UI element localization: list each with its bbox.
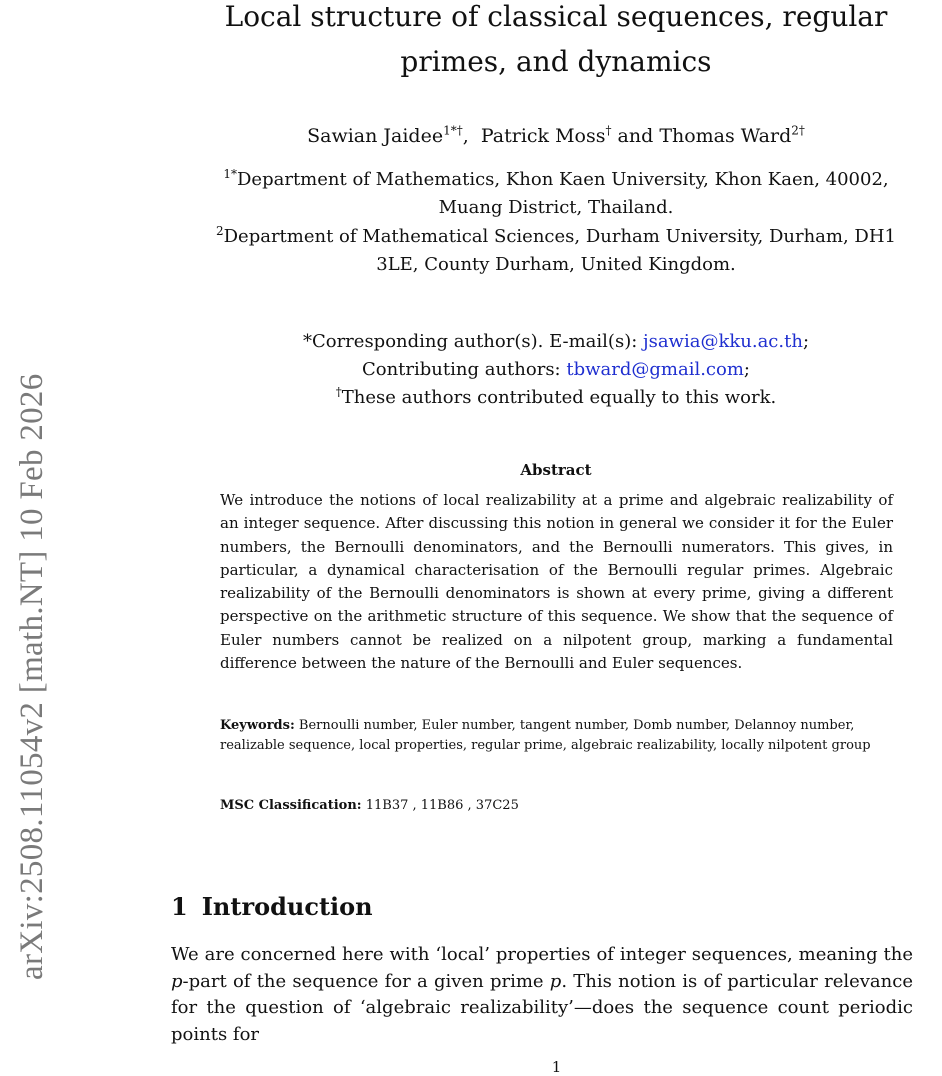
equal-contribution-text: These authors contributed equally to this work. — [341, 387, 777, 408]
corresponding-email-link[interactable]: jsawia@kku.ac.th — [643, 331, 803, 352]
separator: ; — [743, 359, 750, 380]
contact-block — [200, 328, 912, 412]
affiliation — [200, 166, 912, 222]
author-marks: † — [605, 123, 612, 138]
arxiv-identifier-stamp: arXiv:2508.11054v2 [math.NT] 10 Feb 2026 — [14, 373, 50, 980]
page-number: 1 — [551, 1058, 562, 1076]
affiliation — [200, 223, 912, 279]
author-list — [200, 122, 912, 150]
introduction-paragraph — [171, 942, 913, 1048]
affiliation-text: Department of Mathematical Sciences, Durham University, Durham, DH1 3LE, County Durham, United Kingdom. — [223, 226, 897, 275]
body-text: -part of the sequence for a given prime — [182, 970, 550, 992]
affiliation-mark: 2 — [215, 224, 224, 238]
affiliation-list — [200, 166, 912, 280]
author-name: Sawian Jaidee — [307, 125, 444, 147]
msc-label: MSC Classification: — [220, 798, 362, 813]
author-separator: and — [611, 125, 660, 147]
paper-title: Local structure of classical sequences, regular primes, and dynamics — [224, 0, 888, 78]
body-text: . This notion is of particular relevance for the question of ‘algebraic realizability’—does the sequence count periodic points for — [171, 970, 913, 1045]
math-variable: p — [549, 970, 562, 992]
body-text: We are concerned here with ‘local’ properties of integer sequences, meaning the — [171, 944, 913, 965]
equal-contribution-note — [200, 384, 912, 412]
keywords — [220, 716, 893, 755]
corresponding-label: *Corresponding author(s). E-mail(s): — [302, 331, 643, 352]
contributing-label: Contributing authors: — [361, 359, 567, 380]
contributing-authors-line — [200, 356, 912, 384]
affiliation-mark: 1* — [223, 167, 237, 181]
math-variable: p — [171, 970, 183, 992]
author-name: Patrick Moss — [480, 125, 606, 147]
affiliation-text: Department of Mathematics, Khon Kaen University, Khon Kaen, 40002, Muang District, Thailand. — [237, 169, 889, 218]
section-title: Introduction — [201, 892, 373, 921]
section-number: 1 — [171, 892, 188, 921]
msc-codes: 11B37 , 11B86 , 37C25 — [365, 798, 519, 813]
contributing-email-link[interactable]: tbward@gmail.com — [566, 359, 744, 380]
keywords-text: Bernoulli number, Euler number, tangent number, Domb number, Delannoy number, realizable sequence, local properties, regular prime, algebraic realizability, locally nilpotent group — [220, 718, 871, 753]
abstract-heading: Abstract — [520, 461, 592, 479]
section-heading — [171, 892, 373, 921]
author-name: Thomas Ward — [659, 125, 792, 147]
keywords-label: Keywords: — [220, 718, 295, 733]
dagger-mark: † — [335, 385, 342, 399]
corresponding-author-line — [200, 328, 912, 356]
author-marks: 2† — [791, 123, 805, 138]
abstract-text: We introduce the notions of local realizability at a prime and algebraic realizability of an integer sequence. After discussing this notion in general we consider it for the Euler numbers, the Bernoulli denominators, and the Bernoulli numerators. This gives, in particular, a dynamical characterisation of the Bernoulli regular primes. Algebraic realizability of the Bernoulli denominators is shown at every prime, giving a different perspective on the arithmetic structure of this sequence. We show that the sequence of Euler numbers cannot be realized on a nilpotent group, marking a fundamental difference between the nature of the Bernoulli and Euler sequences. — [220, 491, 893, 673]
separator: ; — [802, 331, 810, 352]
author-separator: , — [462, 125, 481, 147]
author-marks: 1*† — [443, 123, 463, 138]
msc-classification — [220, 796, 893, 816]
